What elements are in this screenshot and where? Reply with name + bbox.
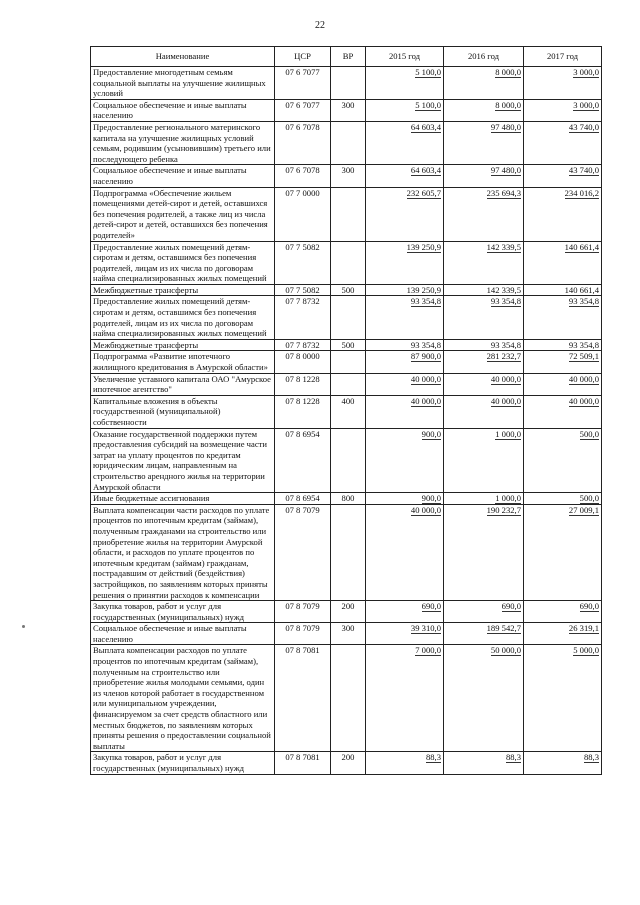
row-name-cell: Межбюджетные трансферты [91, 339, 275, 351]
page-number: 22 [315, 20, 325, 31]
value-text: 40 000,0 [568, 395, 599, 406]
row-2017-cell [524, 623, 602, 645]
row-2017-cell [524, 752, 602, 774]
row-vr-cell: 400 [331, 395, 366, 428]
value-text: 7 000,0 [415, 645, 441, 656]
value-text: 235 694,3 [486, 187, 521, 198]
value-text: 5 100,0 [415, 99, 441, 110]
value-text: 139 250,9 [406, 241, 441, 252]
row-2016-cell [444, 99, 524, 121]
value-text: 93 354,8 [490, 296, 521, 307]
row-vr-cell [331, 504, 366, 600]
row-name-cell: Социальное обеспечение и иные выплаты населению [91, 165, 275, 187]
value-text: 93 354,8 [490, 339, 521, 350]
row-2017-cell [524, 504, 602, 600]
value-text: 500,0 [579, 493, 599, 504]
row-csr-cell: 07 8 0000 [275, 351, 331, 373]
row-2017-cell [524, 99, 602, 121]
value-text: 690,0 [579, 601, 599, 612]
header-name: Наименование [91, 47, 275, 67]
row-csr-cell: 07 8 6954 [275, 428, 331, 493]
value-text: 27 009,1 [568, 504, 599, 515]
row-2015-cell [366, 395, 444, 428]
row-2017-cell [524, 284, 602, 296]
value-text: 1 000,0 [495, 493, 521, 504]
row-csr-cell: 07 7 5082 [275, 241, 331, 284]
value-text: 87 900,0 [410, 351, 441, 362]
table-row [91, 121, 602, 164]
value-text: 8 000,0 [495, 67, 521, 77]
row-2016-cell [444, 493, 524, 505]
value-text: 40 000,0 [568, 373, 599, 384]
row-csr-cell: 07 8 7081 [275, 752, 331, 774]
table-row [91, 504, 602, 600]
row-vr-cell [331, 645, 366, 752]
row-name-cell: Социальное обеспечение и иные выплаты населению [91, 99, 275, 121]
row-2015-cell [366, 645, 444, 752]
value-text: 50 000,0 [490, 645, 521, 656]
row-2017-cell [524, 601, 602, 623]
row-csr-cell: 07 7 5082 [275, 284, 331, 296]
value-text: 64 603,4 [410, 121, 441, 132]
row-2017-cell [524, 67, 602, 100]
row-2015-cell [366, 165, 444, 187]
table-row [91, 752, 602, 774]
row-2015-cell [366, 121, 444, 164]
row-2016-cell [444, 187, 524, 241]
row-vr-cell: 300 [331, 165, 366, 187]
row-2015-cell [366, 752, 444, 774]
row-csr-cell: 07 6 7078 [275, 121, 331, 164]
row-2016-cell [444, 67, 524, 100]
row-2015-cell [366, 504, 444, 600]
value-text: 142 339,5 [486, 241, 521, 252]
value-text: 88,3 [583, 752, 599, 763]
row-csr-cell: 07 8 7079 [275, 623, 331, 645]
row-vr-cell: 500 [331, 339, 366, 351]
row-vr-cell: 200 [331, 752, 366, 774]
row-csr-cell: 07 8 1228 [275, 395, 331, 428]
budget-table [90, 46, 602, 775]
row-2015-cell [366, 99, 444, 121]
row-csr-cell: 07 6 7078 [275, 165, 331, 187]
value-text: 232 605,7 [406, 187, 441, 198]
row-2015-cell [366, 493, 444, 505]
row-name-cell: Межбюджетные трансферты [91, 284, 275, 296]
value-text: 142 339,5 [486, 284, 521, 295]
row-csr-cell: 07 8 7081 [275, 645, 331, 752]
value-text: 97 480,0 [490, 165, 521, 176]
row-name-cell: Социальное обеспечение и иные выплаты населению [91, 623, 275, 645]
row-2016-cell [444, 241, 524, 284]
table-row [91, 241, 602, 284]
row-2016-cell [444, 428, 524, 493]
row-2015-cell [366, 623, 444, 645]
row-csr-cell: 07 8 7079 [275, 601, 331, 623]
row-2016-cell [444, 623, 524, 645]
value-text: 97 480,0 [490, 121, 521, 132]
row-2015-cell [366, 187, 444, 241]
row-name-cell: Иные бюджетные ассигнования [91, 493, 275, 505]
table-row [91, 339, 602, 351]
row-name-cell: Предоставление многодетным семьям социальной выплаты на улучшение жилищных условий [91, 67, 275, 100]
row-2016-cell [444, 339, 524, 351]
row-vr-cell: 200 [331, 601, 366, 623]
row-2017-cell [524, 165, 602, 187]
row-vr-cell [331, 121, 366, 164]
row-name-cell: Оказание государственной поддержки путем предоставления субсидий на возмещение части затрат на уплату процентов по кредитам юридическим лицам, направленным на строительство арендного жилья на территории Амурской области [91, 428, 275, 493]
row-vr-cell [331, 296, 366, 339]
value-text: 189 542,7 [486, 623, 521, 634]
value-text: 43 740,0 [568, 165, 599, 176]
row-2015-cell [366, 351, 444, 373]
row-2017-cell [524, 428, 602, 493]
row-2017-cell [524, 296, 602, 339]
value-text: 64 603,4 [410, 165, 441, 176]
value-text: 40 000,0 [410, 395, 441, 406]
row-csr-cell: 07 7 8732 [275, 296, 331, 339]
value-text: 40 000,0 [410, 373, 441, 384]
row-vr-cell: 300 [331, 623, 366, 645]
row-2016-cell [444, 601, 524, 623]
row-2015-cell [366, 428, 444, 493]
row-2016-cell [444, 373, 524, 395]
row-2017-cell [524, 241, 602, 284]
row-2017-cell [524, 121, 602, 164]
table-row [91, 623, 602, 645]
table-row [91, 645, 602, 752]
row-csr-cell: 07 8 7079 [275, 504, 331, 600]
table-row [91, 165, 602, 187]
header-2016: 2016 год [444, 47, 524, 67]
row-2016-cell [444, 165, 524, 187]
row-name-cell: Выплата компенсации части расходов по уплате процентов по ипотечным кредитам (займам), полученным гражданами на строительство или приобретение жилья на территории Амурской области, и расходов по уплате процентов по ипотечным кредитам (займам) гражданам, пострадавшим от действий (бездействия) застройщиков, по заявлениям которых приняты решения о принятии расходов к компенсации [91, 504, 275, 600]
row-2016-cell [444, 351, 524, 373]
row-csr-cell: 07 6 7077 [275, 67, 331, 100]
value-text: 3 000,0 [573, 67, 599, 77]
value-text: 140 661,4 [564, 284, 599, 295]
header-vr: ВР [331, 47, 366, 67]
table-row [91, 373, 602, 395]
row-2015-cell [366, 296, 444, 339]
value-text: 93 354,8 [410, 296, 441, 307]
row-csr-cell: 07 8 6954 [275, 493, 331, 505]
row-2017-cell [524, 493, 602, 505]
value-text: 3 000,0 [573, 99, 599, 110]
header-2015: 2015 год [366, 47, 444, 67]
row-name-cell: Выплата компенсации расходов по уплате процентов по ипотечным кредитам (займам), полученным на строительство или приобретение жилья молодыми семьями, один из членов которой работает в государственном или муниципальном учреждении, финансируемом за счет средств областного или местных бюджетов, по заявлениям которых приняты решения о предоставлении социальной выплаты [91, 645, 275, 752]
table-row [91, 284, 602, 296]
value-text: 39 310,0 [410, 623, 441, 634]
table-row [91, 493, 602, 505]
row-name-cell: Предоставление регионального материнского капитала на улучшение жилищных условий семьям, родившим (усыновившим) третьего или последующего ребенка [91, 121, 275, 164]
row-2017-cell [524, 339, 602, 351]
table-row [91, 187, 602, 241]
value-text: 234 016,2 [564, 187, 599, 198]
value-text: 88,3 [425, 752, 441, 763]
table-row [91, 296, 602, 339]
row-2015-cell [366, 241, 444, 284]
row-2015-cell [366, 339, 444, 351]
value-text: 93 354,8 [568, 296, 599, 307]
row-2016-cell [444, 284, 524, 296]
value-text: 40 000,0 [490, 373, 521, 384]
row-2016-cell [444, 645, 524, 752]
row-2017-cell [524, 351, 602, 373]
row-name-cell: Подпрограмма «Развитие ипотечного жилищного кредитования в Амурской области» [91, 351, 275, 373]
row-name-cell: Подпрограмма «Обеспечение жильем помещениями детей-сирот и детей, оставшихся без попечения родителей, а также лиц из числа детей-сирот и детей, оставшихся без попечения родителей» [91, 187, 275, 241]
row-2017-cell [524, 395, 602, 428]
table-row [91, 395, 602, 428]
value-text: 93 354,8 [410, 339, 441, 350]
table-body [91, 67, 602, 775]
value-text: 139 250,9 [406, 284, 441, 295]
value-text: 5 000,0 [573, 645, 599, 656]
value-text: 93 354,8 [568, 339, 599, 350]
row-name-cell: Закупка товаров, работ и услуг для государственных (муниципальных) нужд [91, 752, 275, 774]
row-2016-cell [444, 296, 524, 339]
row-csr-cell: 07 7 8732 [275, 339, 331, 351]
row-2015-cell [366, 373, 444, 395]
value-text: 190 232,7 [486, 504, 521, 515]
header-csr: ЦСР [275, 47, 331, 67]
value-text: 1 000,0 [495, 428, 521, 439]
row-name-cell: Предоставление жилых помещений детям-сиротам и детям, оставшимся без попечения родителей, лицам из их числа по договорам найма специализированных жилых помещений [91, 296, 275, 339]
table-row [91, 99, 602, 121]
row-vr-cell [331, 241, 366, 284]
row-vr-cell: 300 [331, 99, 366, 121]
value-text: 690,0 [501, 601, 521, 612]
row-2016-cell [444, 752, 524, 774]
row-name-cell: Закупка товаров, работ и услуг для государственных (муниципальных) нужд [91, 601, 275, 623]
row-vr-cell [331, 351, 366, 373]
value-text: 5 100,0 [415, 67, 441, 77]
value-text: 140 661,4 [564, 241, 599, 252]
row-2015-cell [366, 67, 444, 100]
table-row [91, 601, 602, 623]
row-2015-cell [366, 601, 444, 623]
value-text: 40 000,0 [490, 395, 521, 406]
header-2017: 2017 год [524, 47, 602, 67]
table-header-row [91, 47, 602, 67]
row-name-cell: Капитальные вложения в объекты государственной (муниципальной) собственности [91, 395, 275, 428]
value-text: 900,0 [421, 493, 441, 504]
row-2017-cell [524, 187, 602, 241]
value-text: 8 000,0 [495, 99, 521, 110]
value-text: 900,0 [421, 428, 441, 439]
row-vr-cell [331, 428, 366, 493]
value-text: 88,3 [505, 752, 521, 763]
value-text: 43 740,0 [568, 121, 599, 132]
row-2015-cell [366, 284, 444, 296]
row-name-cell: Увеличение уставного капитала ОАО "Амурское ипотечное агентство" [91, 373, 275, 395]
value-text: 281 232,7 [486, 351, 521, 362]
row-vr-cell: 500 [331, 284, 366, 296]
row-2016-cell [444, 121, 524, 164]
row-csr-cell: 07 6 7077 [275, 99, 331, 121]
row-2017-cell [524, 645, 602, 752]
row-vr-cell: 800 [331, 493, 366, 505]
table-row [91, 67, 602, 100]
value-text: 40 000,0 [410, 504, 441, 515]
row-vr-cell [331, 67, 366, 100]
row-2017-cell [524, 373, 602, 395]
scan-dot [22, 625, 25, 628]
table-row [91, 428, 602, 493]
row-vr-cell [331, 187, 366, 241]
row-2016-cell [444, 395, 524, 428]
row-vr-cell [331, 373, 366, 395]
value-text: 690,0 [421, 601, 441, 612]
row-csr-cell: 07 8 1228 [275, 373, 331, 395]
row-name-cell: Предоставление жилых помещений детям-сиротам и детям, оставшимся без попечения родителей, лицам из их числа по договорам найма специализированных жилых помещений [91, 241, 275, 284]
value-text: 500,0 [579, 428, 599, 439]
row-csr-cell: 07 7 0000 [275, 187, 331, 241]
row-2016-cell [444, 504, 524, 600]
value-text: 72 509,1 [568, 351, 599, 362]
value-text: 26 319,1 [568, 623, 599, 634]
table-row [91, 351, 602, 373]
